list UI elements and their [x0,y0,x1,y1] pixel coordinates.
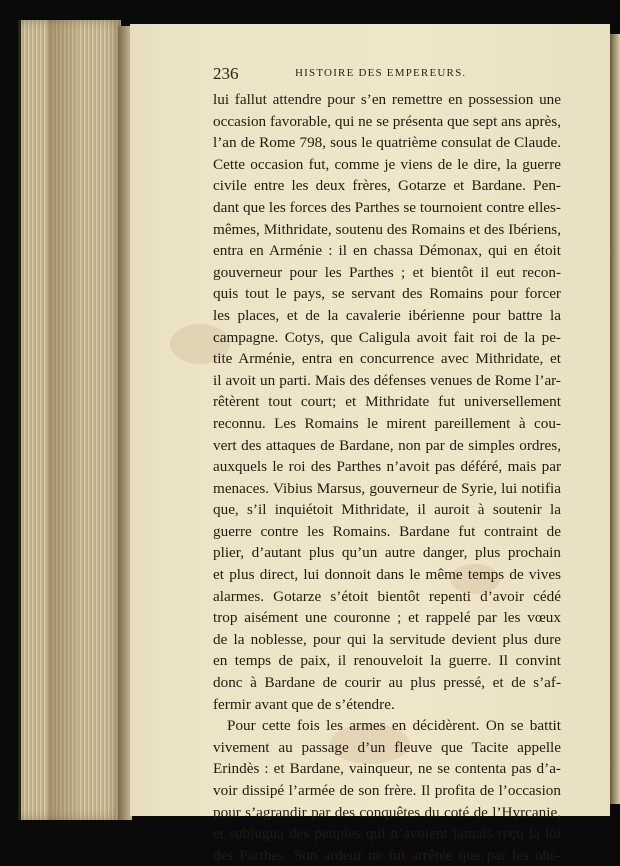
text-line: il avoit un parti. Mais des défenses venues de Rome l’ar- [213,371,561,389]
text-line: lui fallut attendre pour s’en remettre en possession une [213,91,561,108]
text-line: campagne. Cotys, que Caligula avoit fait roi de la pe- [213,328,561,346]
text-line: et plus direct, lui donnoit dans le même temps de vives [213,566,561,584]
text-line: de la noblesse, pour qui la servitude devient plus dure [213,630,561,648]
text-line: occasion favorable, qui ne se présenta que sept ans après, [213,112,561,130]
page-edges-shadow [48,20,78,820]
text-line: des Parthes. Son ardeur ne fut arrêtée que par les obs- [213,846,561,864]
text-line: civile entre les deux frères, Gotarze et Bardane. Pen- [213,177,561,195]
text-line: entra en Arménie : il en chassa Démonax, qui en étoit [213,242,561,260]
text-line: auxquels le roi des Parthes n’avoit pas déféré, mais par [213,458,561,476]
text-line: Erindès : et Bardane, vainqueur, ne se contenta pas d’a- [213,760,561,778]
text-line: quis tout le pays, se servant des Romains pour forcer [213,285,561,303]
text-line: reconnu. Les Romains le mirent pareillement à cou- [213,414,561,432]
text-line: Pour cette fois les armes en décidèrent. On se battit [227,717,561,735]
text-line: gouverneur pour les Parthes ; et bientôt il eut recon- [213,263,561,281]
text-line: vert des attaques de Bardane, non par de simples ordres, [213,436,561,454]
text-line: les places, et de la cavalerie ibérienne pour battre la [213,306,561,324]
text-line: donc à Bardane de courir au plus pressé, et de s’af- [213,674,561,692]
text-line: mêmes, Mithridate, soutenu des Romains et des Ibériens, [213,220,561,238]
text-line: en temps de paix, il renouveloit la guerre. Il convint [213,652,561,670]
running-title: HISTOIRE DES EMPEREURS. [295,67,467,79]
text-line: et subjugua des peuples qui n’avoient jamais reçu la loi [213,825,561,843]
page-header [213,64,561,86]
body-text [213,89,561,866]
text-line: l’an de Rome 798, sous le quatrième consulat de Claude. [213,134,561,152]
text-line: fermir avant que de s’étendre. [213,695,395,713]
text-line: voir dissipé l’armée de son frère. Il profita de l’occasion [213,782,561,799]
text-line: Cette occasion fut, comme je viens de le dire, la guerre [213,155,561,173]
text-line: guerre contre les Romains. Bardane fut contraint de [213,522,561,540]
text-line: menaces. Vibius Marsus, gouverneur de Syrie, lui notifia [213,479,561,497]
text-line: vivement au passage d’un fleuve que Tacite appelle [213,738,561,756]
text-line: trop aisément une couronne ; et rappelé par les vœux [213,609,561,627]
text-line: plier, d’autant plus qu’un autre danger, plus prochain [213,544,561,562]
page-number: 236 [213,64,239,83]
text-line: pour s’agrandir par des conquêtes du coté de l’Hyrcanie, [213,803,561,821]
text-line: alarmes. Gotarze s’étoit bientôt repenti d’avoir cédé [213,587,561,605]
text-line: dant que les forces des Parthes se tournoient contre elles- [213,198,561,216]
text-line: tite Arménie, entra en concurrence avec Mithridate, et [213,350,561,368]
right-page-edge [610,34,620,804]
text-line: rêtèrent tout court; et Mithridate fut universellement [213,393,561,411]
text-line: que, s’il inquiétoit Mithridate, il auroit à soutenir la [213,501,561,519]
